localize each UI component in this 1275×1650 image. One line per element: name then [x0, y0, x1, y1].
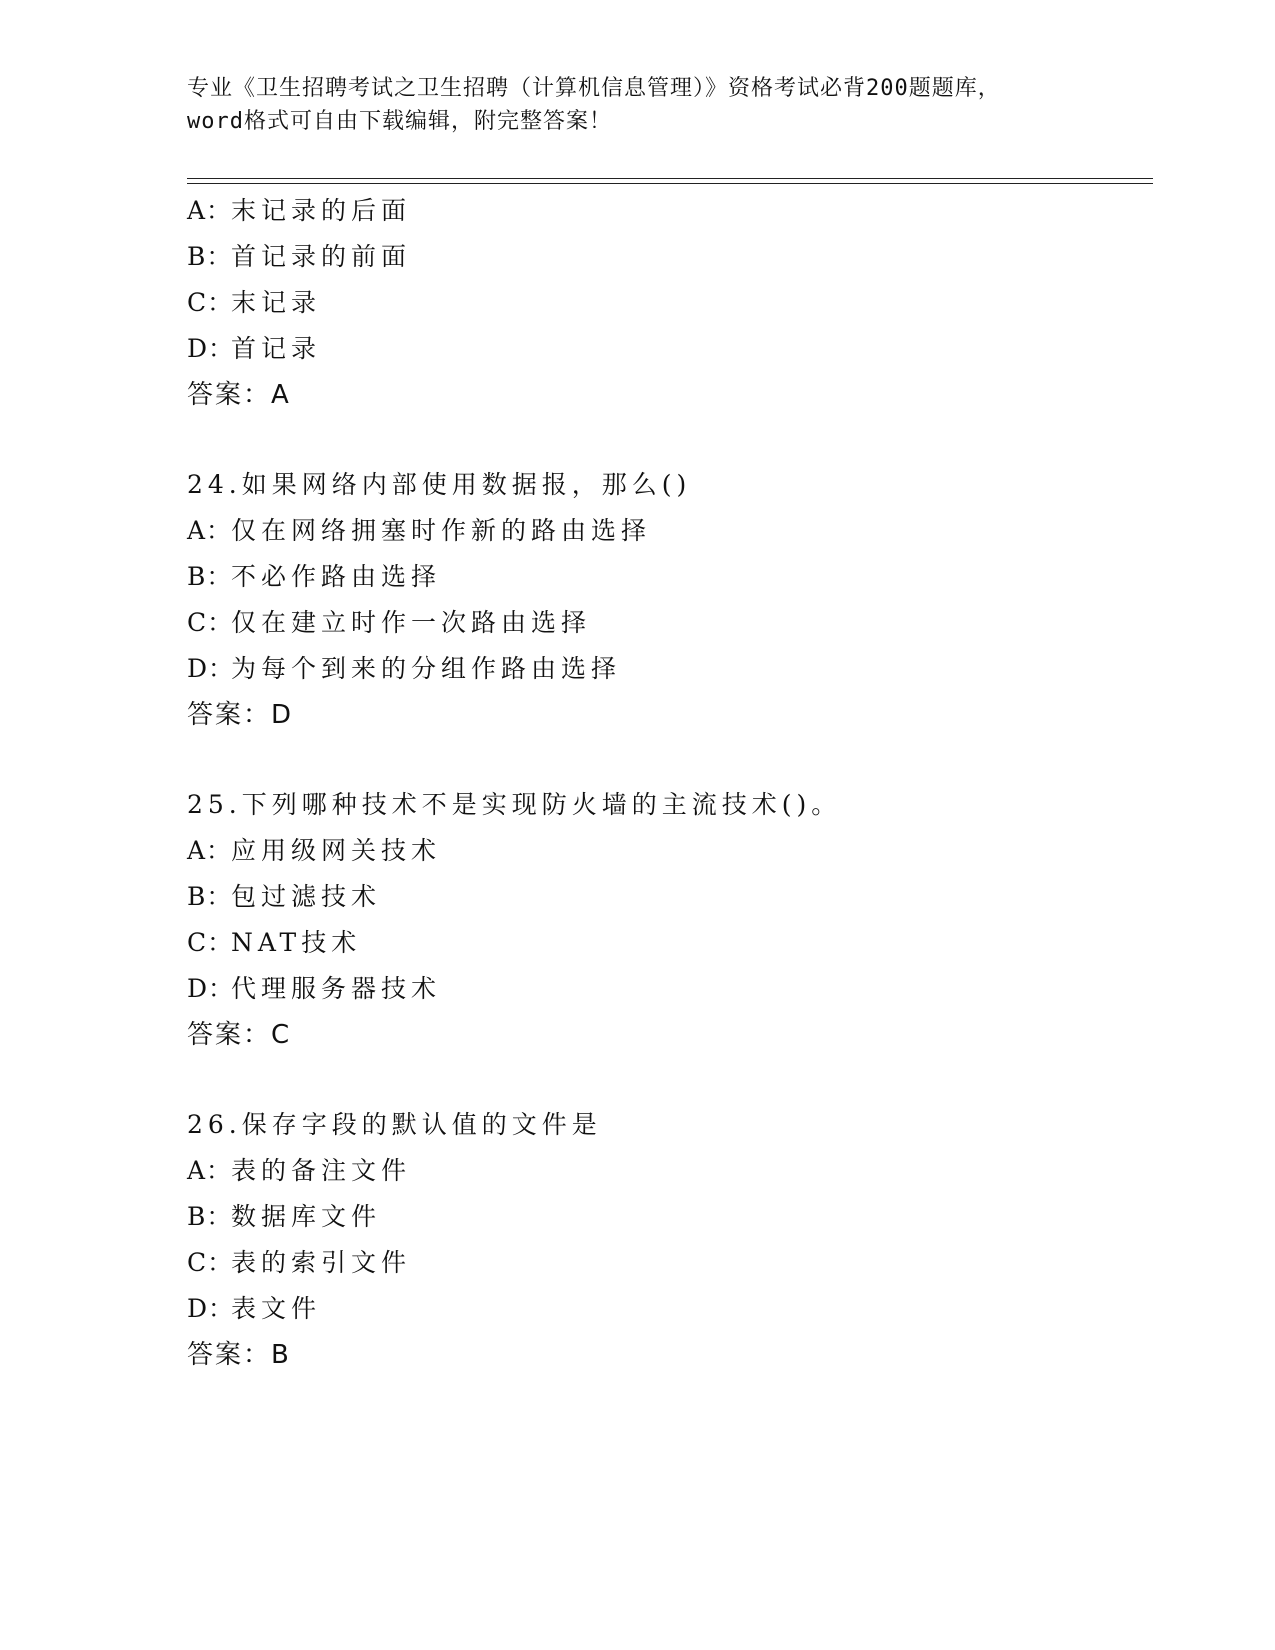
option-label: C： [187, 288, 234, 317]
option-d [187, 326, 1153, 372]
question-stem [187, 782, 1153, 828]
option-label: B： [187, 1202, 233, 1231]
option-c [187, 600, 1153, 646]
option-text: 包过滤技术 [231, 882, 382, 911]
answer-value: A [271, 380, 291, 410]
question-text: 如果网络内部使用数据报，那么() [241, 470, 692, 499]
option-label: B： [187, 562, 233, 591]
option-label: A： [187, 836, 233, 865]
option-text: 应用级网关技术 [231, 836, 442, 865]
answer-label: 答案： [187, 1020, 272, 1050]
option-text: 仅在建立时作一次路由选择 [231, 608, 592, 637]
answer-label: 答案： [187, 700, 272, 730]
option-label: C： [187, 608, 234, 637]
option-text: 表文件 [231, 1294, 322, 1323]
header-line-2: word格式可自由下载编辑，附完整答案！ [187, 109, 612, 134]
option-b [187, 234, 1153, 280]
option-b [187, 554, 1153, 600]
option-label: D： [187, 974, 235, 1003]
question-text: 保存字段的默认值的文件是 [241, 1110, 602, 1139]
answer-label: 答案： [187, 1340, 272, 1370]
spacer [187, 1058, 1153, 1102]
question-list [187, 188, 1153, 1378]
option-text: 末记录的后面 [231, 196, 412, 225]
answer-label: 答案： [187, 380, 272, 410]
option-a [187, 188, 1153, 234]
question-stem [187, 1102, 1153, 1148]
question-block-26 [187, 1102, 1153, 1378]
option-text: 代理服务器技术 [231, 974, 442, 1003]
option-label: D： [187, 1294, 235, 1323]
option-a [187, 508, 1153, 554]
option-b [187, 874, 1153, 920]
question-block-24 [187, 462, 1153, 738]
option-label: B： [187, 242, 233, 271]
option-text: 首记录 [231, 334, 322, 363]
option-label: B： [187, 882, 233, 911]
header-line-1: 专业《卫生招聘考试之卫生招聘（计算机信息管理）》资格考试必背200题题库， [187, 76, 1001, 101]
option-label: D： [187, 654, 235, 683]
spacer [187, 418, 1153, 462]
option-text: 仅在网络拥塞时作新的路由选择 [231, 516, 652, 545]
question-stem [187, 462, 1153, 508]
option-c [187, 920, 1153, 966]
option-text: 首记录的前面 [231, 242, 412, 271]
header-divider-top [187, 178, 1153, 179]
answer-line [187, 1332, 1153, 1378]
question-block-25 [187, 782, 1153, 1058]
option-label: A： [187, 196, 233, 225]
option-d [187, 1286, 1153, 1332]
option-text: 为每个到来的分组作路由选择 [231, 654, 622, 683]
option-text: NAT技术 [231, 928, 362, 957]
answer-value: D [271, 700, 294, 730]
question-number: 25. [187, 790, 242, 819]
option-label: A： [187, 516, 233, 545]
option-label: C： [187, 1248, 234, 1277]
question-block-partial [187, 188, 1153, 418]
answer-line [187, 1012, 1153, 1058]
option-a [187, 1148, 1153, 1194]
option-text: 表的备注文件 [231, 1156, 412, 1185]
question-number: 24. [187, 470, 242, 499]
answer-line [187, 692, 1153, 738]
option-d [187, 966, 1153, 1012]
option-text: 不必作路由选择 [231, 562, 442, 591]
option-b [187, 1194, 1153, 1240]
question-number: 26. [187, 1110, 242, 1139]
option-text: 数据库文件 [231, 1202, 382, 1231]
answer-value: C [271, 1020, 292, 1050]
answer-line [187, 372, 1153, 418]
option-c [187, 280, 1153, 326]
spacer [187, 738, 1153, 782]
option-a [187, 828, 1153, 874]
option-label: A： [187, 1156, 233, 1185]
option-text: 表的索引文件 [231, 1248, 412, 1277]
option-label: C： [187, 928, 234, 957]
answer-value: B [271, 1340, 291, 1370]
option-c [187, 1240, 1153, 1286]
option-d [187, 646, 1153, 692]
option-text: 末记录 [231, 288, 322, 317]
document-header [187, 72, 1087, 138]
option-label: D： [187, 334, 235, 363]
header-divider-bottom [187, 183, 1153, 184]
question-text: 下列哪种技术不是实现防火墙的主流技术()。 [241, 790, 842, 819]
